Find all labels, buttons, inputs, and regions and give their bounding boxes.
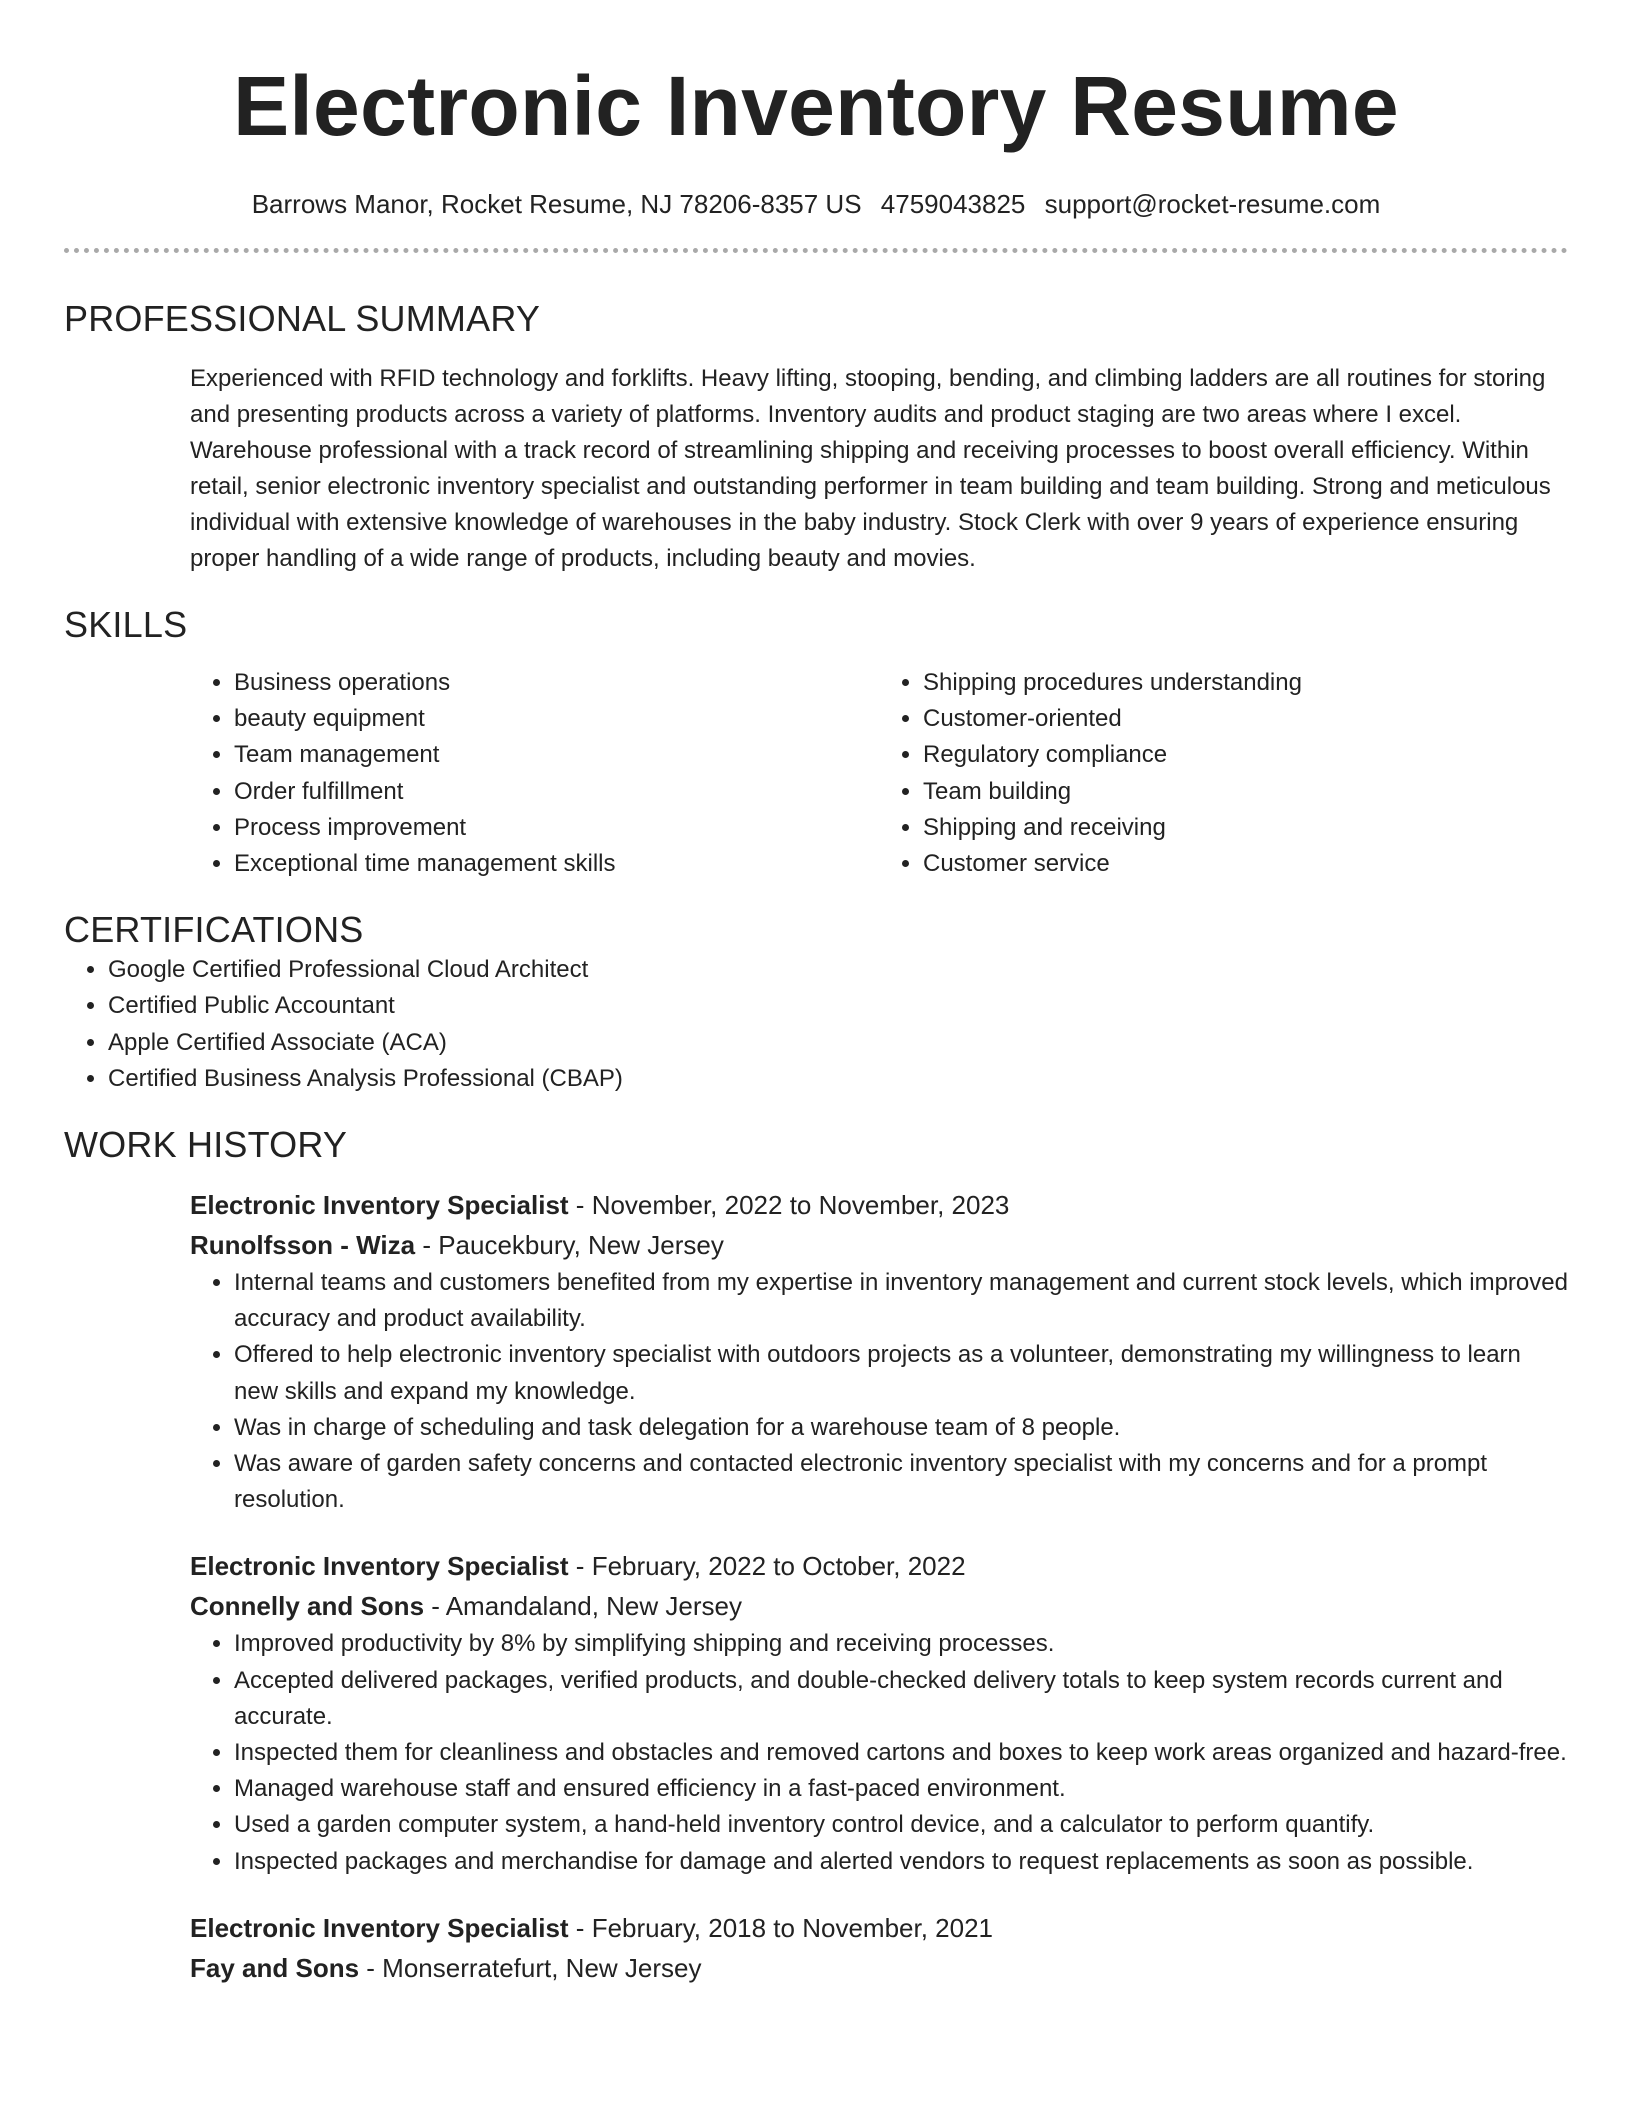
section-title-skills: SKILLS bbox=[64, 604, 188, 645]
job-role: Electronic Inventory Specialist bbox=[190, 1190, 569, 1221]
contact-address: Barrows Manor, Rocket Resume, NJ 78206-8357 US bbox=[251, 189, 862, 219]
job-dates: November, 2022 to November, 2023 bbox=[591, 1190, 1010, 1221]
contact-phone: 4759043825 bbox=[880, 189, 1026, 219]
job-location: Paucekbury, New Jersey bbox=[438, 1230, 724, 1261]
job-role-line bbox=[190, 1908, 1568, 1948]
job-entry bbox=[190, 1908, 1568, 1988]
section-title-summary: PROFESSIONAL SUMMARY bbox=[64, 298, 541, 339]
job-role: Electronic Inventory Specialist bbox=[190, 1912, 569, 1943]
certification-item: • Certified Business Analysis Professional (CBAP) bbox=[108, 1061, 1568, 1097]
separator: - bbox=[424, 1591, 446, 1622]
job-role-line bbox=[190, 1185, 1568, 1225]
job-role-line bbox=[190, 1546, 1568, 1586]
job-bullet: • Improved productivity by 8% by simplifying shipping and receiving processes. bbox=[234, 1626, 1568, 1662]
job-role: Electronic Inventory Specialist bbox=[190, 1551, 569, 1582]
job-bullet: • Offered to help electronic inventory specialist with outdoors projects as a volunteer, demonstrating my willingness to learn new skills and expand my knowledge. bbox=[234, 1337, 1568, 1409]
certification-item: • Certified Public Accountant bbox=[108, 988, 1568, 1024]
skill-item: • Customer-oriented bbox=[923, 701, 1568, 737]
certification-item: • Google Certified Professional Cloud Architect bbox=[108, 952, 1568, 988]
skill-item: • Process improvement bbox=[234, 810, 879, 846]
contact-line bbox=[64, 186, 1568, 222]
job-company: Runolfsson - Wiza bbox=[190, 1230, 416, 1261]
job-bullet: • Used a garden computer system, a hand-held inventory control device, and a calculator to perform quantify. bbox=[234, 1807, 1568, 1843]
separator: - bbox=[359, 1952, 383, 1983]
separator: - bbox=[415, 1230, 439, 1261]
job-location: Monserratefurt, New Jersey bbox=[382, 1952, 702, 1983]
contact-email: support@rocket-resume.com bbox=[1044, 189, 1381, 219]
separator: - bbox=[568, 1551, 592, 1582]
section-title-work-history: WORK HISTORY bbox=[64, 1124, 348, 1166]
skill-item: • Regulatory compliance bbox=[923, 737, 1568, 773]
job-entry bbox=[190, 1185, 1568, 1518]
separator: - bbox=[568, 1190, 592, 1221]
job-company-line bbox=[190, 1948, 1568, 1988]
job-company: Fay and Sons bbox=[190, 1952, 360, 1983]
skill-item: • Shipping and receiving bbox=[923, 810, 1568, 846]
job-bullet: • Accepted delivered packages, verified products, and double-checked delivery totals to keep system records current and accurate. bbox=[234, 1663, 1568, 1735]
job-company-line bbox=[190, 1225, 1568, 1265]
skill-item: • beauty equipment bbox=[234, 701, 879, 737]
job-bullet: • Inspected them for cleanliness and obstacles and removed cartons and boxes to keep work areas organized and hazard-free. bbox=[234, 1735, 1568, 1771]
skill-item: • Shipping procedures understanding bbox=[923, 665, 1568, 701]
summary-text: Experienced with RFID technology and forklifts. Heavy lifting, stooping, bending, and climbing ladders are all routines for storing and presenting products across a variety of platforms. Inventory audits and product staging are two areas where I excel. Warehouse professional with a track record of streamlining shipping and receiving processes to boost overall efficiency. Within retail, senior electronic inventory specialist and outstanding performer in team building and team building. Strong and meticulous individual with extensive knowledge of warehouses in the baby industry. Stock Clerk with over 9 years of experience ensuring proper handling of a wide range of products, including beauty and movies. bbox=[190, 365, 1551, 572]
job-bullet: • Managed warehouse staff and ensured efficiency in a fast-paced environment. bbox=[234, 1771, 1568, 1807]
job-company-line bbox=[190, 1586, 1568, 1626]
skill-item: • Customer service bbox=[923, 846, 1568, 882]
job-bullet: • Internal teams and customers benefited from my expertise in inventory management and current stock levels, which improved accuracy and product availability. bbox=[234, 1265, 1568, 1337]
certification-item: • Apple Certified Associate (ACA) bbox=[108, 1025, 1568, 1061]
skill-item: • Team building bbox=[923, 774, 1568, 810]
section-title-certifications: CERTIFICATIONS bbox=[64, 909, 364, 951]
skill-item: • Exceptional time management skills bbox=[234, 846, 879, 882]
skill-item: • Order fulfillment bbox=[234, 774, 879, 810]
job-bullet: • Was in charge of scheduling and task delegation for a warehouse team of 8 people. bbox=[234, 1410, 1568, 1446]
job-location: Amandaland, New Jersey bbox=[445, 1591, 742, 1622]
job-bullets bbox=[190, 1626, 1568, 1879]
certifications-list bbox=[64, 952, 1568, 1097]
skill-item: • Business operations bbox=[234, 665, 879, 701]
job-bullet: • Was aware of garden safety concerns and contacted electronic inventory specialist with my concerns and for a prompt resolution. bbox=[234, 1446, 1568, 1518]
job-company: Connelly and Sons bbox=[190, 1591, 425, 1622]
header-divider bbox=[64, 248, 1568, 253]
separator: - bbox=[568, 1912, 592, 1943]
job-bullet: • Inspected packages and merchandise for damage and alerted vendors to request replacements as soon as possible. bbox=[234, 1844, 1568, 1880]
job-entry bbox=[190, 1546, 1568, 1879]
skills-list-left bbox=[190, 665, 879, 882]
job-dates: February, 2018 to November, 2021 bbox=[591, 1912, 993, 1943]
job-dates: February, 2022 to October, 2022 bbox=[591, 1551, 966, 1582]
job-bullets bbox=[190, 1265, 1568, 1518]
resume-title: Electronic Inventory Resume bbox=[233, 59, 1399, 153]
skills-grid bbox=[190, 665, 1568, 882]
skills-list-right bbox=[879, 665, 1568, 882]
skill-item: • Team management bbox=[234, 737, 879, 773]
